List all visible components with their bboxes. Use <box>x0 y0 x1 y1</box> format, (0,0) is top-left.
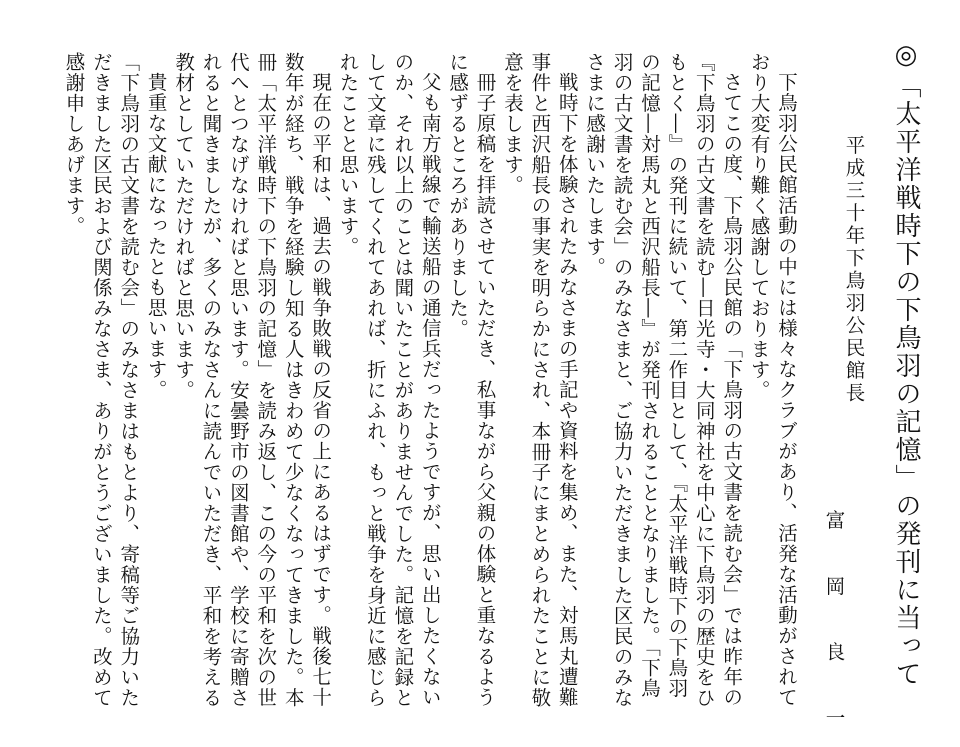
body-paragraph: 現在の平和は、過去の戦争敗戦の反省の上にあるはずです。戦後七十数年が経ち、戦争を経験し知る人はきわめて少なくなってきました。本冊「太平洋戦時下の下鳥羽の記憶」を読み返し、この今の平和を次の世代へとつなげなければと思います。安曇野市の図書館や、学校に寄贈されると聞きましたが、多くのみなさんに読んでいただき、平和を考える教材としていただければと思います。 <box>172 52 333 708</box>
body-paragraph: さてこの度、下鳥羽公民館の「下鳥羽の古文書を読む会」では昨年の『下鳥羽の古文書を読む―日光寺・大同神社を中心に下鳥羽の歴史をひもとく―』の発刊に続いて、第二作目として、『太平洋戦時下の下鳥羽の記憶―対馬丸と西沢船長―』が発刊されることとなりました。「下鳥羽の古文書を読む会」のみなさまと、ご協力いただきました区民のみなさまに感謝いたします。 <box>583 52 744 708</box>
body-paragraph: 「下鳥羽の古文書を読む会」のみなさまはもとより、寄稿等ご協力いただきました区民および関係みなさま、ありがとうございました。改めて感謝申しあげます。 <box>62 52 141 708</box>
body-paragraph: 下鳥羽公民館活動の中には様々なクラブがあり、活発な活動がされており大変有り難く感謝しております。 <box>747 52 798 707</box>
document-body <box>62 52 800 712</box>
body-paragraph: 父も南方戦線で輸送船の通信兵だったようですが、思い出したくないのか、それ以上のことは聞いたことがありませんでした。記憶を記録として文章に残してくれてあれば、折にふれ、もっと戦争を身近に感じられたことと思います。 <box>336 52 442 708</box>
body-paragraph: 戦時下を体験されたみなさまの手記や資料を集め、また、対馬丸遭難事件と西沢船長の事実を明らかにされ、本冊子にまとめられたことに敬意を表します。 <box>500 52 579 708</box>
document-title: ◎「太平洋戦時下の下鳥羽の記憶」の発刊に当って <box>891 40 921 688</box>
author-affiliation: 平成三十年下鳥羽公民館長 <box>842 135 866 405</box>
body-paragraph: 貴重な文献になったとも思います。 <box>144 71 168 400</box>
body-paragraph: 冊子原稿を拝読させていただき、私事ながら父親の体験と重なるように感ずるところがありました。 <box>446 52 497 707</box>
author-name: 富 岡 良 一 <box>822 510 846 747</box>
